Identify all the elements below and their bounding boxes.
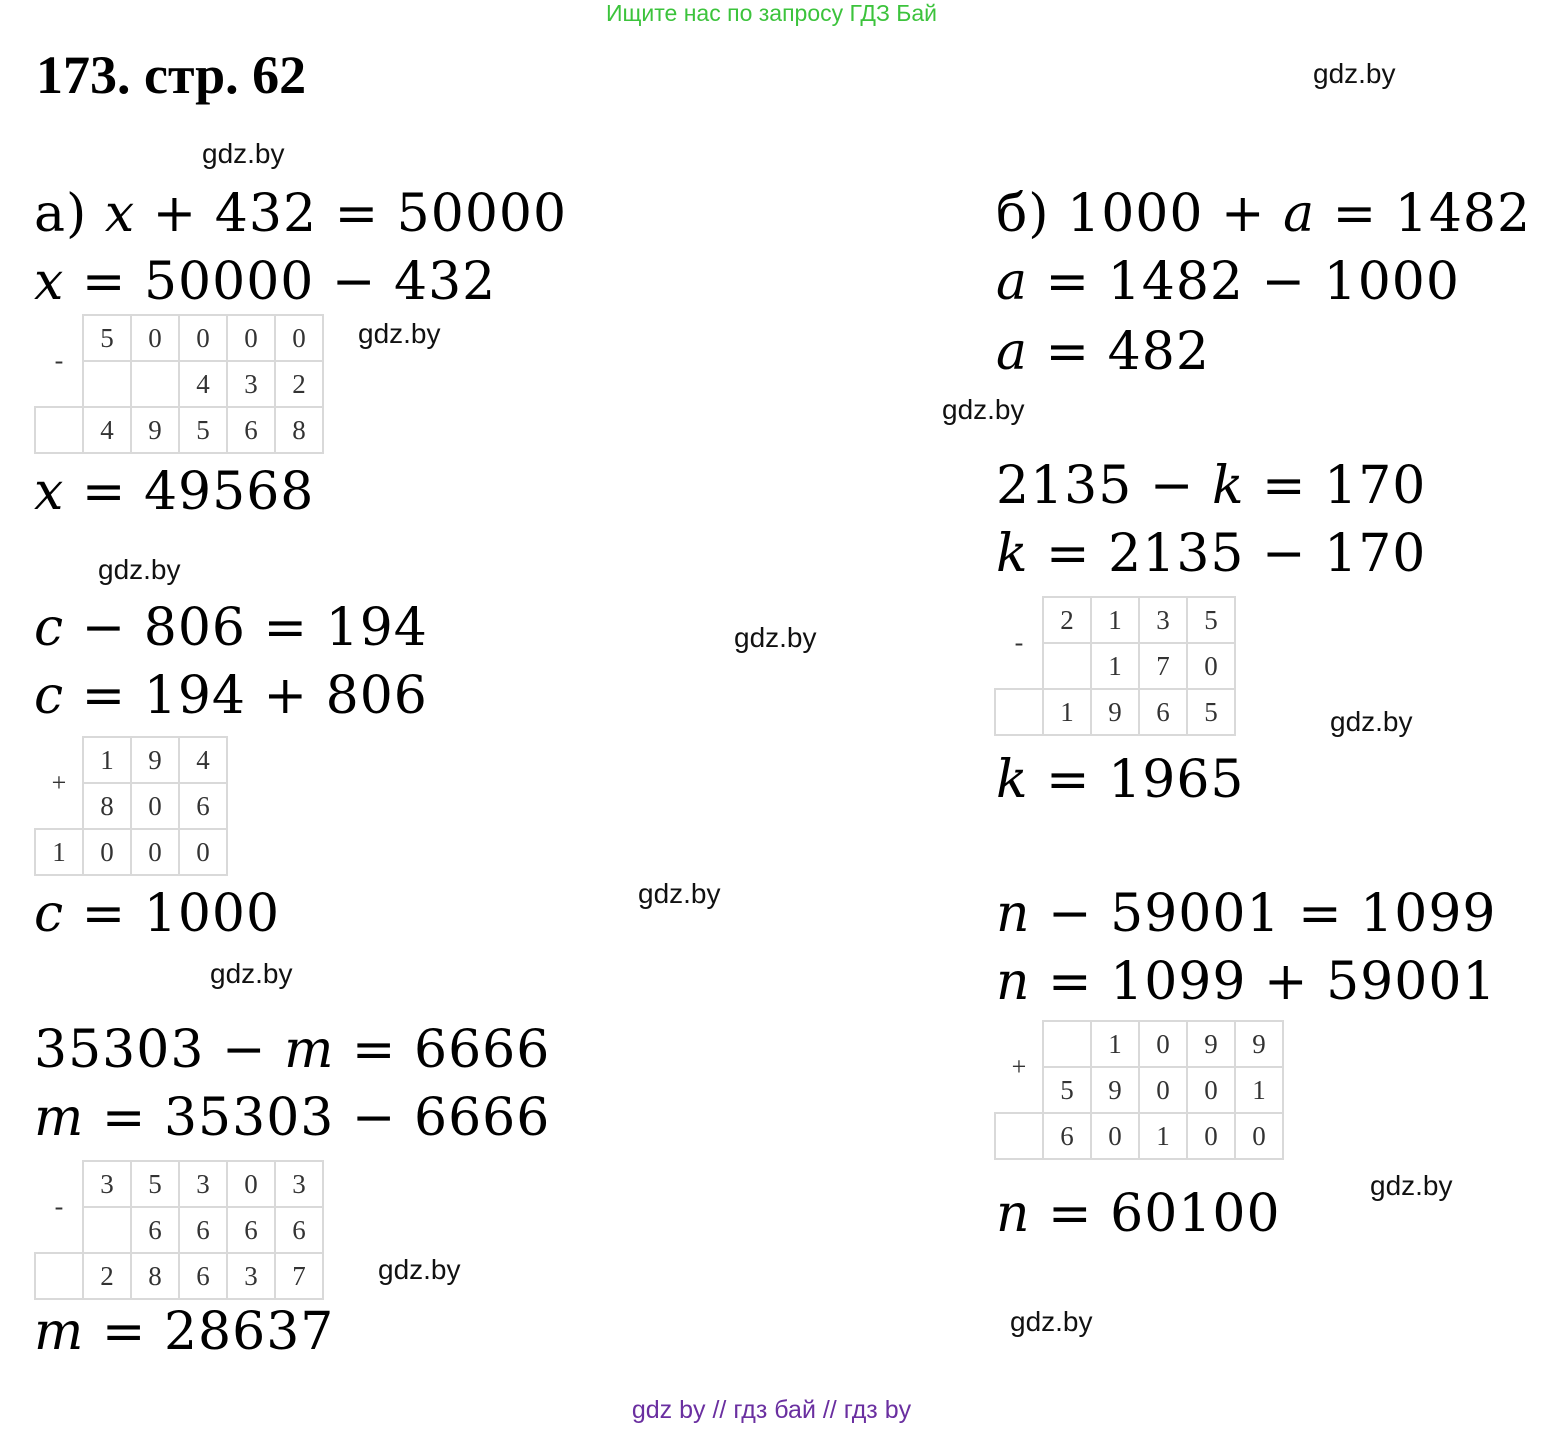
digit-cell: 0 xyxy=(131,829,179,875)
equation-c-statement: c − 806 = 194 xyxy=(34,598,428,658)
digit-cell: 0 xyxy=(1187,1113,1235,1159)
digit-cell: 0 xyxy=(179,315,227,361)
digit-cell: 1 xyxy=(1091,643,1139,689)
digit-cell: 9 xyxy=(131,737,179,783)
digit-cell: 0 xyxy=(179,829,227,875)
equation-k-step: k = 2135 − 170 xyxy=(996,524,1427,584)
column-addition-c xyxy=(34,736,228,876)
watermark: gdz.by xyxy=(1370,1170,1453,1201)
operation-sign: - xyxy=(35,1161,83,1253)
digit-cell: 3 xyxy=(83,1161,131,1207)
digit-cell: 8 xyxy=(83,783,131,829)
digit-cell xyxy=(35,407,83,453)
operation-sign: - xyxy=(35,315,83,407)
digit-cell: 4 xyxy=(179,737,227,783)
digit-cell: 0 xyxy=(1187,643,1235,689)
equation-b-step: a = 1482 − 1000 xyxy=(996,252,1460,312)
digit-cell xyxy=(1043,643,1091,689)
watermark: gdz.by xyxy=(1330,706,1413,737)
digit-cell: 6 xyxy=(227,1207,275,1253)
digit-cell: 5 xyxy=(1187,689,1235,735)
digit-cell: 3 xyxy=(227,361,275,407)
digit-cell xyxy=(131,361,179,407)
digit-cell: 5 xyxy=(131,1161,179,1207)
digit-cell xyxy=(83,361,131,407)
digit-cell: 0 xyxy=(1235,1113,1283,1159)
digit-cell: 0 xyxy=(1139,1067,1187,1113)
column-subtraction-a xyxy=(34,314,324,454)
digit-cell xyxy=(995,689,1043,735)
equation-b-answer: a = 482 xyxy=(996,322,1210,382)
digit-cell xyxy=(1043,1021,1091,1067)
digit-cell: 0 xyxy=(1139,1021,1187,1067)
equation-n-answer: n = 60100 xyxy=(996,1184,1281,1244)
page-title: 173. стр. 62 xyxy=(36,45,307,105)
digit-cell: 6 xyxy=(131,1207,179,1253)
watermark: gdz.by xyxy=(98,554,181,585)
digit-cell: 6 xyxy=(227,407,275,453)
equation-k-statement: 2135 − k = 170 xyxy=(996,456,1427,516)
operation-sign: + xyxy=(995,1021,1043,1113)
digit-cell: 1 xyxy=(1043,689,1091,735)
watermark: gdz.by xyxy=(202,138,285,169)
search-hint-link[interactable]: Ищите нас по запросу ГДЗ Бай xyxy=(605,0,938,26)
digit-cell: 5 xyxy=(1043,1067,1091,1113)
digit-cell: 6 xyxy=(1139,689,1187,735)
digit-cell: 7 xyxy=(275,1253,323,1299)
watermark: gdz.by xyxy=(210,958,293,989)
digit-cell: 1 xyxy=(1235,1067,1283,1113)
digit-cell: 6 xyxy=(1043,1113,1091,1159)
digit-cell: 5 xyxy=(179,407,227,453)
digit-cell: 9 xyxy=(1091,1067,1139,1113)
digit-cell xyxy=(995,1113,1043,1159)
equation-m-answer: m = 28637 xyxy=(34,1302,335,1362)
digit-cell: 9 xyxy=(1091,689,1139,735)
equation-k-answer: k = 1965 xyxy=(996,750,1245,810)
digit-cell: 1 xyxy=(1091,597,1139,643)
digit-cell: 5 xyxy=(83,315,131,361)
equation-c-answer: c = 1000 xyxy=(34,884,281,944)
digit-cell: 3 xyxy=(1139,597,1187,643)
column-subtraction-m xyxy=(34,1160,324,1300)
digit-cell: 0 xyxy=(227,1161,275,1207)
digit-cell: 8 xyxy=(131,1253,179,1299)
digit-cell: 1 xyxy=(1091,1021,1139,1067)
digit-cell: 9 xyxy=(1187,1021,1235,1067)
digit-cell: 3 xyxy=(275,1161,323,1207)
digit-cell: 0 xyxy=(131,315,179,361)
digit-cell: 4 xyxy=(83,407,131,453)
digit-cell: 6 xyxy=(179,783,227,829)
digit-cell: 9 xyxy=(1235,1021,1283,1067)
digit-cell: 9 xyxy=(131,407,179,453)
footer-links[interactable]: gdz by // гдз бай // гдз by xyxy=(631,1396,912,1424)
digit-cell: 1 xyxy=(83,737,131,783)
equation-c-step: c = 194 + 806 xyxy=(34,666,428,726)
digit-cell: 0 xyxy=(1187,1067,1235,1113)
digit-cell: 0 xyxy=(1091,1113,1139,1159)
watermark: gdz.by xyxy=(638,878,721,909)
digit-cell: 1 xyxy=(35,829,83,875)
digit-cell: 6 xyxy=(275,1207,323,1253)
digit-cell xyxy=(83,1207,131,1253)
digit-cell: 0 xyxy=(83,829,131,875)
digit-cell: 3 xyxy=(179,1161,227,1207)
digit-cell: 8 xyxy=(275,407,323,453)
equation-b-statement: б) 1000 + a = 1482 xyxy=(996,184,1532,244)
digit-cell: 4 xyxy=(179,361,227,407)
digit-cell: 2 xyxy=(83,1253,131,1299)
equation-m-step: m = 35303 − 6666 xyxy=(34,1088,551,1148)
digit-cell: 5 xyxy=(1187,597,1235,643)
equation-m-statement: 35303 − m = 6666 xyxy=(34,1020,551,1080)
digit-cell xyxy=(35,1253,83,1299)
digit-cell: 6 xyxy=(179,1253,227,1299)
watermark: gdz.by xyxy=(942,394,1025,425)
digit-cell: 0 xyxy=(227,315,275,361)
digit-cell: 7 xyxy=(1139,643,1187,689)
watermark: gdz.by xyxy=(734,622,817,653)
equation-n-statement: n − 59001 = 1099 xyxy=(996,884,1497,944)
digit-cell: 2 xyxy=(275,361,323,407)
digit-cell: 3 xyxy=(227,1253,275,1299)
equation-a-answer: x = 49568 xyxy=(34,462,315,522)
equation-a-statement: а) x + 432 = 50000 xyxy=(34,184,568,244)
digit-cell: 1 xyxy=(1139,1113,1187,1159)
watermark: gdz.by xyxy=(358,318,441,349)
watermark: gdz.by xyxy=(378,1254,461,1285)
operation-sign: + xyxy=(35,737,83,829)
column-subtraction-k xyxy=(994,596,1236,736)
digit-cell: 0 xyxy=(275,315,323,361)
digit-cell: 2 xyxy=(1043,597,1091,643)
equation-a-step: x = 50000 − 432 xyxy=(34,252,497,312)
watermark: gdz.by xyxy=(1010,1306,1093,1337)
digit-cell: 6 xyxy=(179,1207,227,1253)
equation-n-step: n = 1099 + 59001 xyxy=(996,952,1497,1012)
watermark: gdz.by xyxy=(1313,58,1396,89)
digit-cell: 0 xyxy=(131,783,179,829)
operation-sign: - xyxy=(995,597,1043,689)
column-addition-n xyxy=(994,1020,1284,1160)
